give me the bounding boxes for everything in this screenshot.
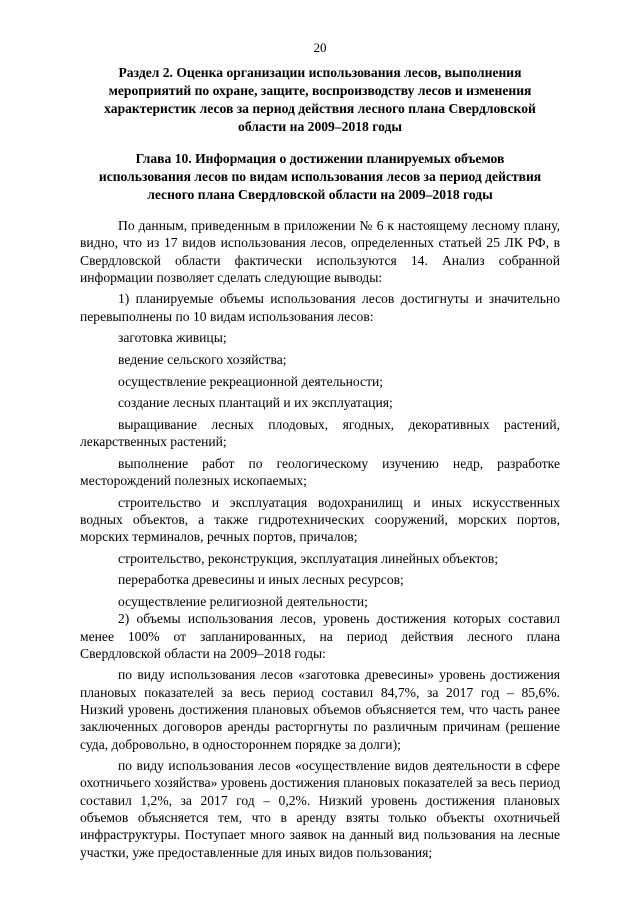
list-item: осуществление рекреационной деятельности; [118,373,384,389]
paragraph-point-1: 1) планируемые объемы использования лесов достигнуты и значительно перевыполнены по 10 видам использования лесов: [80,291,560,324]
list-item: ведение сельского хозяйства; [118,351,287,367]
page-number: 20 [313,40,327,55]
paragraph-point-2: 2) объемы использования лесов, уровень достижения которых составил менее 100% от запланированных, на период действия лесного плана Свердловской области на 2009–2018 годы: [80,611,560,661]
list-item: строительство и эксплуатация водохранилищ и иных искусственных водных объектов, а также гидротехнических сооружений, морских портов, морских терминалов, речных портов, причалов; [80,494,560,545]
list-item: осуществление религиозной деятельности; [118,593,368,609]
section-title: Раздел 2. Оценка организации использования лесов, выполнения мероприятий по охране, защите, воспроизводству лесов и изменения характеристик лесов за период действия лесного плана Свердловской области на 2009–2018 годы [104,65,536,134]
list-item: выращивание лесных плодовых, ягодных, декоративных растений, лекарственных растений; [80,416,560,450]
paragraph-timber-harvesting: по виду использования лесов «заготовка древесины» уровень достижения плановых показателей за весь период составил 84,7%, за 2017 год – 85,6%. Низкий уровень достижения плановых объемов объясняется тем, что часть ранее заключенных договоров аренды расторгнуты по различным причинам (решение суда, добровольно, в одностороннем порядке за долги); [80,667,560,752]
chapter-title: Глава 10. Информация о достижении планируемых объемов использования лесов по видам использования лесов за период действия лесного плана Свердловской области на 2009–2018 годы [98,151,542,202]
list-item: создание лесных плантаций и их эксплуатация; [118,395,393,411]
paragraph-hunting: по виду использования лесов «осуществление видов деятельности в сфере охотничьего хозяйства» уровень достижения плановых показателей за весь период составил 1,2%, за 2017 год – 0,2%. Низкий уровень достижения плановых объемов объясняется тем, что в аренду взяты только объекты охотничьей инфраструктуры. Поступает много заявок на данный вид пользования на лесные участки, уже предоставленные для иных видов пользования; [80,758,560,860]
list-item: заготовка живицы; [118,330,227,346]
list-item: переработка древесины и иных лесных ресурсов; [118,572,404,588]
paragraph-intro: По данным, приведенным в приложении № 6 к настоящему лесному плану, видно, что из 17 видов использования лесов, определенных статьей 25 ЛК РФ, в Свердловской области фактически используются 14. Анализ собранной информации позволяет сделать следующие выводы: [80,218,560,285]
list-item: выполнение работ по геологическому изучению недр, разработке месторождений полезных ископаемых; [80,455,560,488]
body-text [80,217,560,865]
list-item: строительство, реконструкция, эксплуатация линейных объектов; [118,550,499,566]
